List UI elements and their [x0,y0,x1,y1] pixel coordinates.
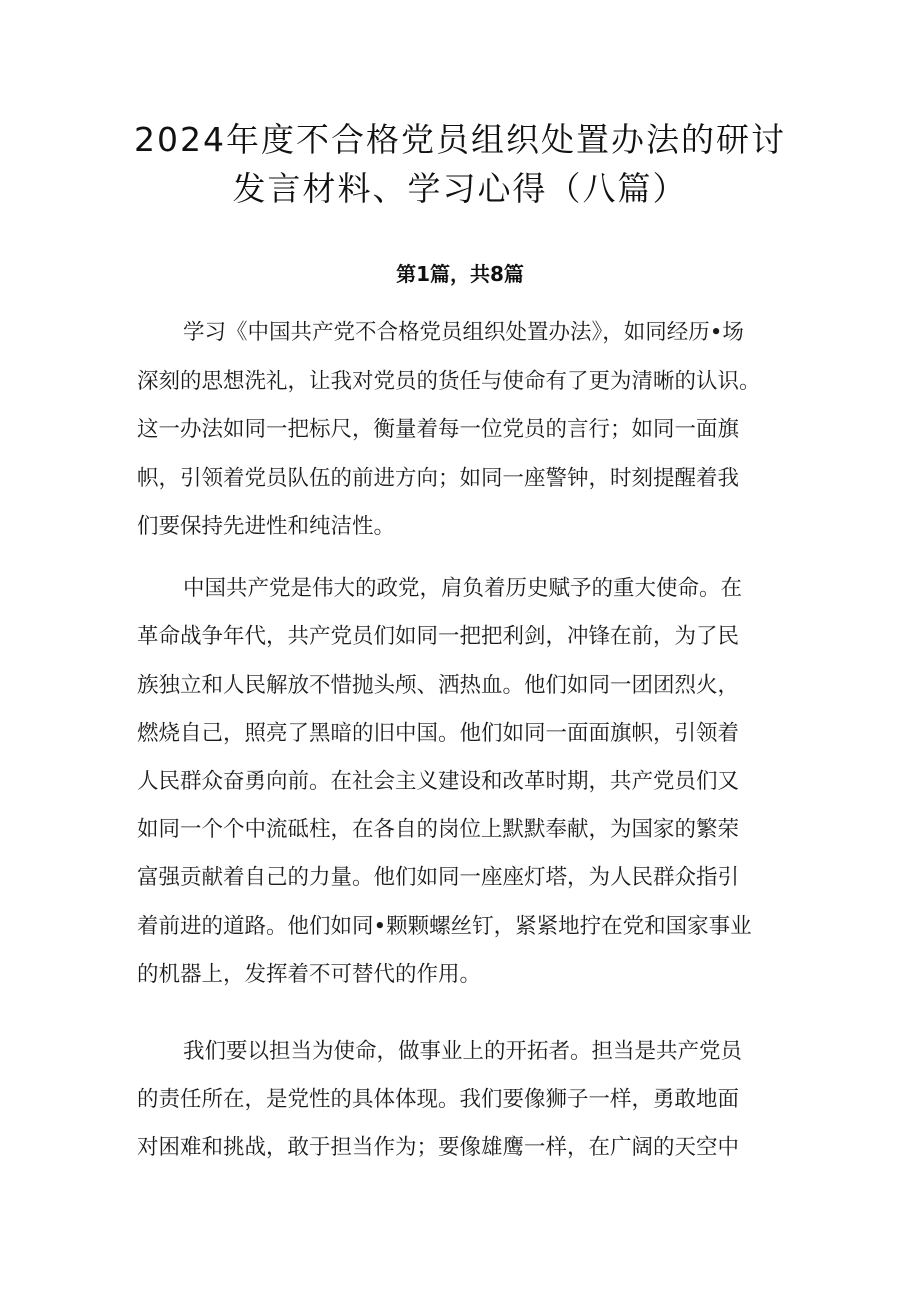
paragraph-1-line-1: 学习《中国共产党不合格党员组织处置办法》，如同经历•场 [183,320,744,345]
paragraph-3-line-3: 对困难和挑战，敢于担当作为；要像雄鹰一样，在广阔的天空中 [137,1135,740,1160]
paragraph-2-line-9: 的机器上，发挥着不可替代的作用。 [137,962,482,987]
paragraph-2-line-7: 富强贡献着自己的力量。他们如同一座座灯塔，为人民群众指引 [137,865,740,890]
section-subtitle: 第1篇，共8篇 [396,262,524,286]
document-title-line-2: 发言材料、学习心得（八篇） [232,169,688,208]
paragraph-1-line-2: 深刻的思想洗礼，让我对党员的货任与使命有了更为清晰的认识。 [137,369,761,394]
paragraph-2-line-1: 中国共产党是伟大的政党，肩负着历史赋予的重大使命。在 [183,576,743,601]
paragraph-2-line-8: 着前进的道路。他们如同•颗颗螺丝钉，紧紧地拧在党和国家事业 [137,914,752,939]
document-title-line-1: 2024年度不合格党员组织处置办法的研讨 [134,120,786,159]
paragraph-2-line-3: 族独立和人民解放不惜抛头颅、洒热血。他们如同一团团烈火， [137,673,740,698]
paragraph-3-line-1: 我们要以担当为使命，做事业上的开拓者。担当是共产党员 [183,1039,743,1064]
paragraph-1-line-5: 们要保持先进性和纯洁性。 [137,514,396,539]
paragraph-2-line-5: 人民群众奋勇向前。在社会主义建设和改革时期，共产党员们又 [137,769,740,794]
paragraph-2-line-4: 燃烧自己，照亮了黑暗的旧中国。他们如同一面面旗帜，引领着 [137,721,740,746]
paragraph-3-line-2: 的责任所在，是党性的具体体现。我们要像狮子一样，勇敢地面 [137,1087,740,1112]
paragraph-1-line-4: 帜，引领着党员队伍的前进方向；如同一座警钟，时刻提醒着我 [137,466,740,491]
paragraph-2-line-6: 如同一个个中流砥柱，在各自的岗位上默默奉献，为国家的繁荣 [137,817,740,842]
paragraph-2-line-2: 革命战争年代，共产党员们如同一把把利剑，冲锋在前，为了民 [137,624,740,649]
paragraph-1-line-3: 这一办法如同一把标尺，衡量着每一位党员的言行；如同一面旗 [137,417,740,442]
